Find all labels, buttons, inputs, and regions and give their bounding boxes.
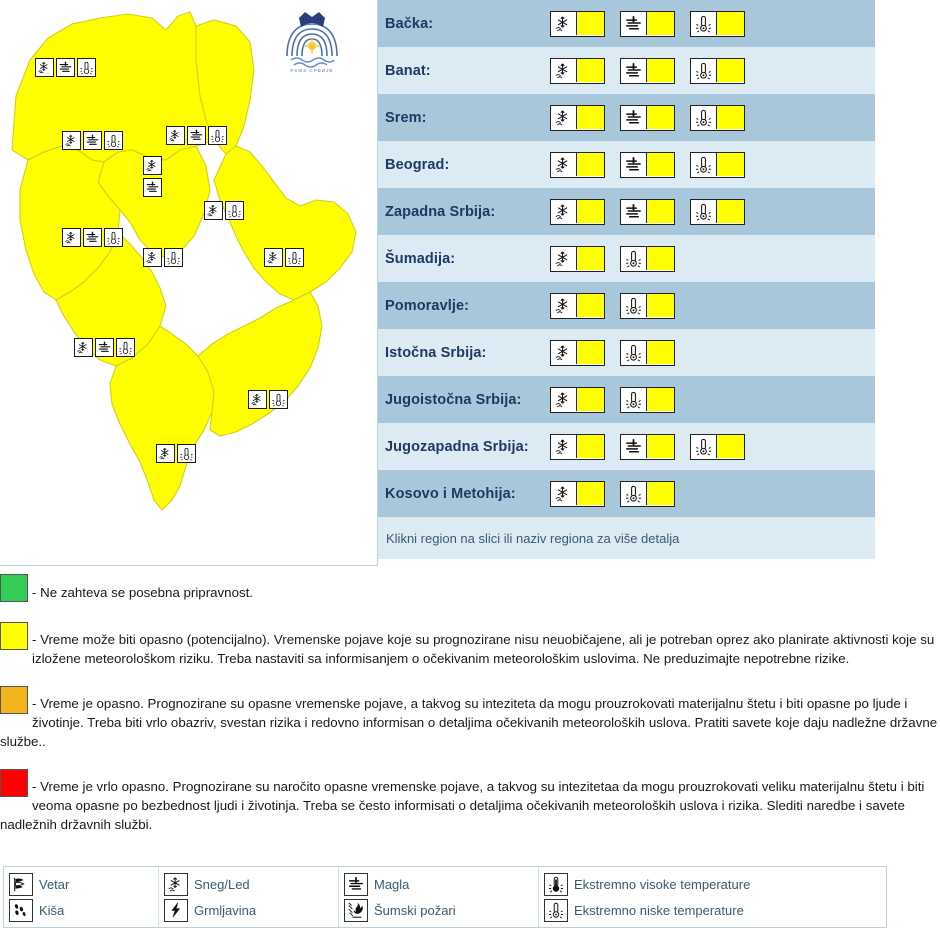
fog-icon [621,59,647,83]
region-row[interactable] [378,235,875,282]
low-temp-icon [285,248,304,267]
legend-green-text: - Ne zahteva se posebna pripravnost. [32,585,254,600]
warning-indicator [550,293,605,319]
map-cluster-jugoistocna-srbija[interactable] [248,390,288,409]
warning-indicator [690,11,745,37]
snow-ice-icon [551,59,577,83]
warning-indicator [620,246,675,272]
level-legend [0,572,940,840]
warning-group [550,481,675,507]
region-row[interactable] [378,376,875,423]
icon-legend-item [344,873,538,896]
snow-ice-icon [164,873,188,896]
warning-indicator [620,199,675,225]
warning-indicator [550,105,605,131]
warning-indicator [550,152,605,178]
map-cluster-banat[interactable] [166,126,227,145]
legend-orange [0,684,940,751]
region-name-link[interactable]: Istočna Srbija: [385,344,487,361]
warning-group [550,246,675,272]
fog-icon [187,126,206,145]
fog-icon [621,435,647,459]
warning-indicator [550,340,605,366]
snow-ice-icon [74,338,93,357]
low-temp-icon [116,338,135,357]
warning-indicator [620,11,675,37]
warning-level-swatch [647,12,674,36]
warning-level-swatch [577,200,604,224]
warning-group [550,11,745,37]
snow-ice-icon [551,388,577,412]
region-row[interactable] [378,141,875,188]
warning-indicator [690,199,745,225]
snow-ice-icon [551,106,577,130]
icon-legend-table [3,866,887,928]
warning-level-swatch [647,200,674,224]
icon-legend-column [539,867,886,927]
warning-indicator [550,58,605,84]
warning-group [550,340,675,366]
warning-indicator [550,481,605,507]
warning-level-swatch [717,200,744,224]
icon-legend-item [164,873,338,896]
icon-legend-item [544,873,886,896]
warning-level-swatch [647,482,674,506]
low-temp-icon [621,294,647,318]
icon-legend-label: Magla [374,876,410,892]
icon-legend-label: Grmljavina [194,902,257,918]
snow-ice-icon [551,247,577,271]
warning-level-swatch [577,247,604,271]
legend-yellow [0,620,940,668]
warning-group [550,434,745,460]
warning-indicator [620,58,675,84]
fog-icon [83,228,102,247]
warning-level-swatch [717,12,744,36]
map-cluster-kosovo-i-metohija[interactable] [156,444,196,463]
warning-indicator [550,246,605,272]
warning-level-swatch [647,388,674,412]
map-cluster-srem[interactable] [62,131,123,150]
warning-level-swatch [647,435,674,459]
warning-indicator [620,105,675,131]
map-cluster-zapadna-srbija[interactable] [62,228,123,247]
snow-ice-icon [204,201,223,220]
region-row[interactable] [378,282,875,329]
fog-icon [621,12,647,36]
warning-level-swatch [577,482,604,506]
low-temp-icon [621,341,647,365]
low-temp-icon [544,899,568,922]
low-temp-icon [177,444,196,463]
map-cluster-backa[interactable] [35,58,96,77]
warning-level-swatch [577,153,604,177]
region-name-link[interactable]: Jugozapadna Srbija: [385,438,529,455]
low-temp-icon [691,435,717,459]
icon-legend-column [339,867,539,927]
snow-ice-icon [156,444,175,463]
warning-group [550,387,675,413]
legend-green [0,572,940,602]
warning-level-swatch [577,294,604,318]
fog-icon [621,153,647,177]
warning-level-swatch [647,59,674,83]
region-name-link[interactable]: Jugoistočna Srbija: [385,391,522,408]
low-temp-icon [208,126,227,145]
legend-red [0,767,940,834]
legend-red-text: - Vreme je vrlo opasno. Prognozirane su naročito opasne vremenske pojave, a takvog su intezitetaa da mogu prouzrokovati veliku materijalnu štetu i biti veoma opasne po bezbednost ljudi i životinja. Treba se često informisati o detaljima očekivanih meteoroloških uslova i rizika. Slediti naredbe i savete nadležnih državnih službi. [0,779,925,832]
low-temp-icon [691,12,717,36]
warning-indicator [690,152,745,178]
region-row[interactable] [378,0,875,47]
map-cluster-jugozapadna-srbija[interactable] [74,338,135,357]
low-temp-icon [77,58,96,77]
warning-level-swatch [577,341,604,365]
svg-text:РХМЗ СРБИЈЕ: РХМЗ СРБИЈЕ [290,68,334,73]
warning-indicator [620,387,675,413]
warning-group [550,58,745,84]
legend-orange-text: - Vreme je opasno. Prognozirane su opasne vremenske pojave, a takvog su inteziteta da mogu prouzrokovati materijalnu štetu i biti opasne po ljude i životinje. Treba biti vrlo obazriv, svestan rizika i redovno informisan o detaljima očekivanih meteoroloških uslova. Pratiti savete koje daju nadležne državne službe.. [0,696,938,749]
warning-indicator [690,434,745,460]
rain-icon [9,899,33,922]
region-name-link[interactable]: Kosovo i Metohija: [385,485,516,502]
low-temp-icon [621,388,647,412]
legend-yellow-text: - Vreme može biti opasno (potencijalno). Vremenske pojave koje su prognozirane nisu neuobičajene, ali je potreban oprez ako planirate aktivnosti koje su izložene meteorološkom riziku. Treba nastaviti sa informisanjem o očekivanim meteorološkim uslovima. Ne preduzimajte nepotrebne rizike. [32,632,935,666]
region-name-link[interactable]: Bačka: [385,15,434,32]
icon-legend-item [9,899,158,922]
icon-legend-label: Ekstremno visoke temperature [574,876,751,892]
warning-level-swatch [647,153,674,177]
map-hint [378,517,875,559]
warning-indicator [550,387,605,413]
icon-legend-label: Šumski požari [374,902,456,918]
low-temp-icon [269,390,288,409]
region-name-link[interactable]: Zapadna Srbija: [385,203,496,220]
snow-ice-icon [551,482,577,506]
snow-ice-icon [551,153,577,177]
icon-legend-column [159,867,339,927]
fog-icon [83,131,102,150]
fog-icon [621,200,647,224]
warning-level-swatch [647,247,674,271]
icon-legend-item [164,899,338,922]
green-swatch-icon [0,574,28,602]
icon-legend-item [544,899,886,922]
warning-indicator [550,434,605,460]
fog-icon [56,58,75,77]
map-cluster-pomoravlje[interactable] [204,201,244,220]
region-row[interactable] [378,423,875,470]
warning-indicator [620,293,675,319]
warning-level-swatch [577,388,604,412]
snow-ice-icon [551,12,577,36]
rhmz-logo [281,8,343,74]
low-temp-icon [691,153,717,177]
warning-group [550,293,675,319]
warning-level-swatch [717,59,744,83]
region-row[interactable] [378,470,875,517]
low-temp-icon [225,201,244,220]
warning-level-swatch [647,106,674,130]
low-temp-icon [104,228,123,247]
warning-indicator [620,481,675,507]
warning-indicator [550,199,605,225]
snow-ice-icon [248,390,267,409]
warning-group [550,152,745,178]
map-cluster-beograd[interactable] [143,156,162,197]
warning-level-swatch [717,153,744,177]
fog-icon [143,178,162,197]
snow-ice-icon [166,126,185,145]
snow-ice-icon [143,248,162,267]
map-shape [0,0,378,566]
warning-level-swatch [717,435,744,459]
low-temp-icon [691,59,717,83]
warning-indicator [620,434,675,460]
low-temp-icon [621,482,647,506]
region-row[interactable] [378,329,875,376]
snow-ice-icon [551,435,577,459]
map-cluster-istocna-srbija[interactable] [264,248,304,267]
snow-ice-icon [551,294,577,318]
warning-level-swatch [577,435,604,459]
forest-fire-icon [344,899,368,922]
snow-ice-icon [62,131,81,150]
region-warning-table [378,0,940,566]
warning-level-swatch [717,106,744,130]
warning-level-swatch [577,106,604,130]
map-hint-text: Klikni region na slici ili naziv regiona za više detalja [386,530,680,546]
low-temp-icon [621,247,647,271]
warning-level-swatch [647,294,674,318]
warning-indicator [690,105,745,131]
region-row[interactable] [378,94,875,141]
warning-group [550,105,745,131]
low-temp-icon [164,248,183,267]
warning-indicator [550,11,605,37]
snow-ice-icon [551,341,577,365]
icon-legend-column [4,867,159,927]
region-name-link[interactable]: Srem: [385,109,427,126]
snow-ice-icon [264,248,283,267]
region-name-link[interactable]: Pomoravlje: [385,297,470,314]
icon-legend-item [9,873,158,896]
region-name-link[interactable]: Beograd: [385,156,450,173]
warning-level-swatch [577,59,604,83]
region-name-link[interactable]: Banat: [385,62,431,79]
warning-level-swatch [577,12,604,36]
wind-icon [9,873,33,896]
icon-legend-label: Vetar [39,876,70,892]
icon-legend-item [344,899,538,922]
snow-ice-icon [143,156,162,175]
yellow-swatch-icon [0,622,28,650]
high-temp-icon [544,873,568,896]
orange-swatch-icon [0,686,28,714]
icon-legend-label: Sneg/Led [194,876,250,892]
snow-ice-icon [551,200,577,224]
low-temp-icon [691,200,717,224]
fog-icon [621,106,647,130]
icon-legend-label: Ekstremno niske temperature [574,902,744,918]
red-swatch-icon [0,769,28,797]
warning-group [550,199,745,225]
warning-indicator [690,58,745,84]
fog-icon [95,338,114,357]
low-temp-icon [104,131,123,150]
serbia-warning-map[interactable] [0,0,378,566]
fog-icon [344,873,368,896]
snow-ice-icon [62,228,81,247]
warning-indicator [620,340,675,366]
icon-legend-label: Kiša [39,902,65,918]
low-temp-icon [691,106,717,130]
region-rows [378,0,875,517]
thunder-icon [164,899,188,922]
map-cluster-sumadija[interactable] [143,248,183,267]
snow-ice-icon [35,58,54,77]
warning-indicator [620,152,675,178]
region-name-link[interactable]: Šumadija: [385,250,456,267]
region-row[interactable] [378,47,875,94]
region-row[interactable] [378,188,875,235]
warning-level-swatch [647,341,674,365]
